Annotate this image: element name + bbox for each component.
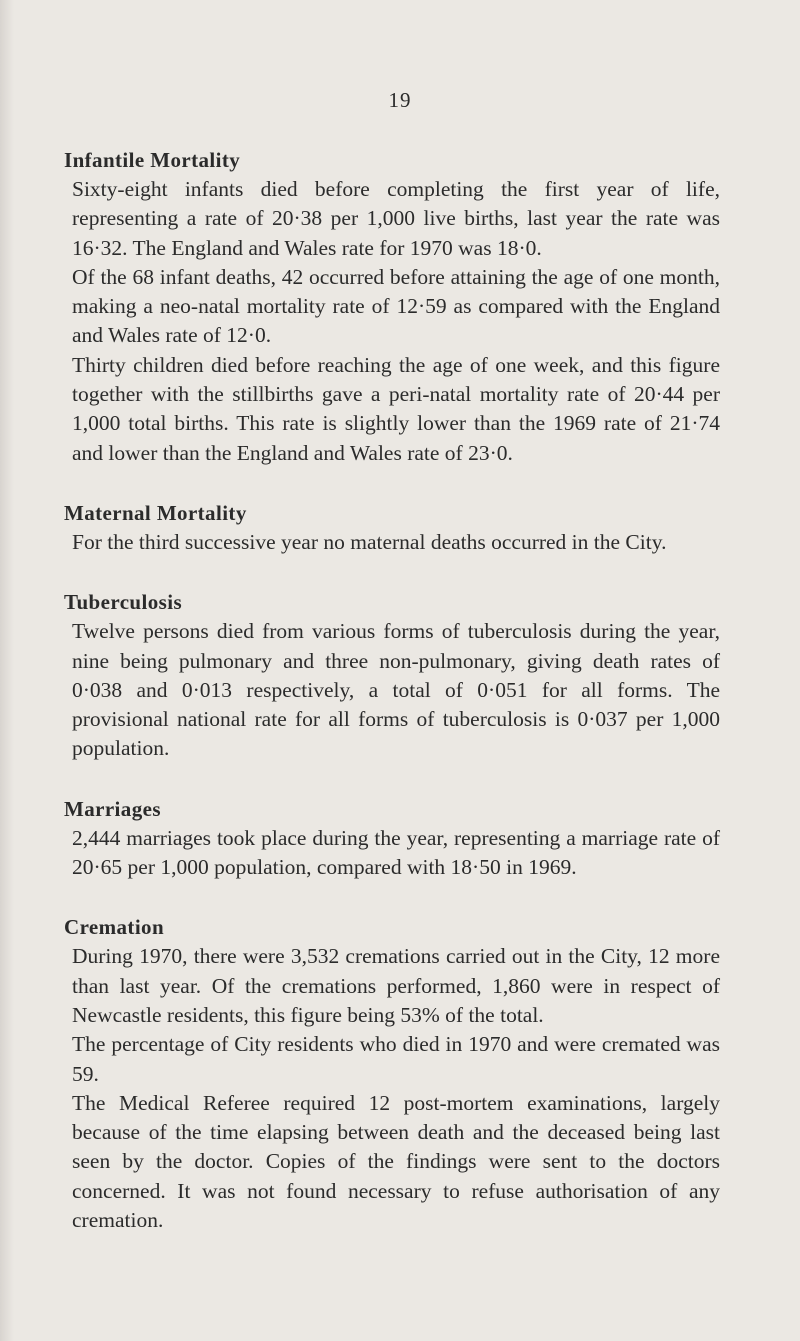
section-maternal-mortality: [64, 498, 720, 557]
section-tuberculosis: [64, 587, 720, 763]
paragraph: For the third successive year no maternal deaths occurred in the City.: [72, 529, 667, 554]
paragraph: Of the 68 infant deaths, 42 occurred before attaining the age of one month, making a neo-natal mortality rate of 12·59 as compared with the England and Wales rate of 12·0.: [72, 264, 720, 348]
paragraph: 2,444 marriages took place during the year, representing a marriage rate of 20·65 per 1,000 population, compared with 18·50 in 1969.: [72, 825, 720, 880]
section-heading: Cremation: [64, 915, 165, 940]
paragraph: The Medical Referee required 12 post-mortem examinations, largely because of the time elapsing between death and the deceased being last seen by the doctor. Copies of the findings were sent to the doctors concerned. It was not found necessary to refuse authorisation of any cremation.: [72, 1090, 720, 1233]
page-content: [64, 145, 720, 1235]
section-heading: Infantile Mortality: [64, 148, 241, 172]
page-edge-shadow: [0, 0, 14, 1341]
section-heading: Tuberculosis: [64, 590, 183, 615]
section-marriages: [64, 794, 720, 883]
section-infantile-mortality: [64, 145, 720, 468]
paragraph: The percentage of City residents who died in 1970 and were cremated was 59.: [72, 1032, 720, 1086]
section-heading: Maternal Mortality: [64, 500, 247, 525]
paragraph: Thirty children died before reaching the age of one week, and this figure together with the stillbirths gave a peri-natal mortality rate of 20·44 per 1,000 total births. This rate is slightly lower than the 1969 rate of 21·74 and lower than the England and Wales rate of 23·0.: [72, 352, 720, 465]
page-number: 19: [388, 88, 412, 112]
paragraph: During 1970, there were 3,532 cremations carried out in the City, 12 more than last year. Of the cremations performed, 1,860 were in respect of Newcastle residents, this figure being 53% of the total.: [72, 944, 720, 1027]
paragraph: Twelve persons died from various forms of tuberculosis during the year, nine being pulmonary and three non-pulmonary, giving death rates of 0·038 and 0·013 respectively, a total of 0·051 for all forms. The provisional national rate for all forms of tuberculosis is 0·037 per 1,000 population.: [72, 619, 720, 761]
paragraph: Sixty-eight infants died before completing the first year of life, representing a rate of 20·38 per 1,000 live births, last year the rate was 16·32. The England and Wales rate for 1970 was 18·0.: [72, 177, 720, 260]
section-cremation: [64, 912, 720, 1235]
section-heading: Marriages: [64, 796, 161, 821]
